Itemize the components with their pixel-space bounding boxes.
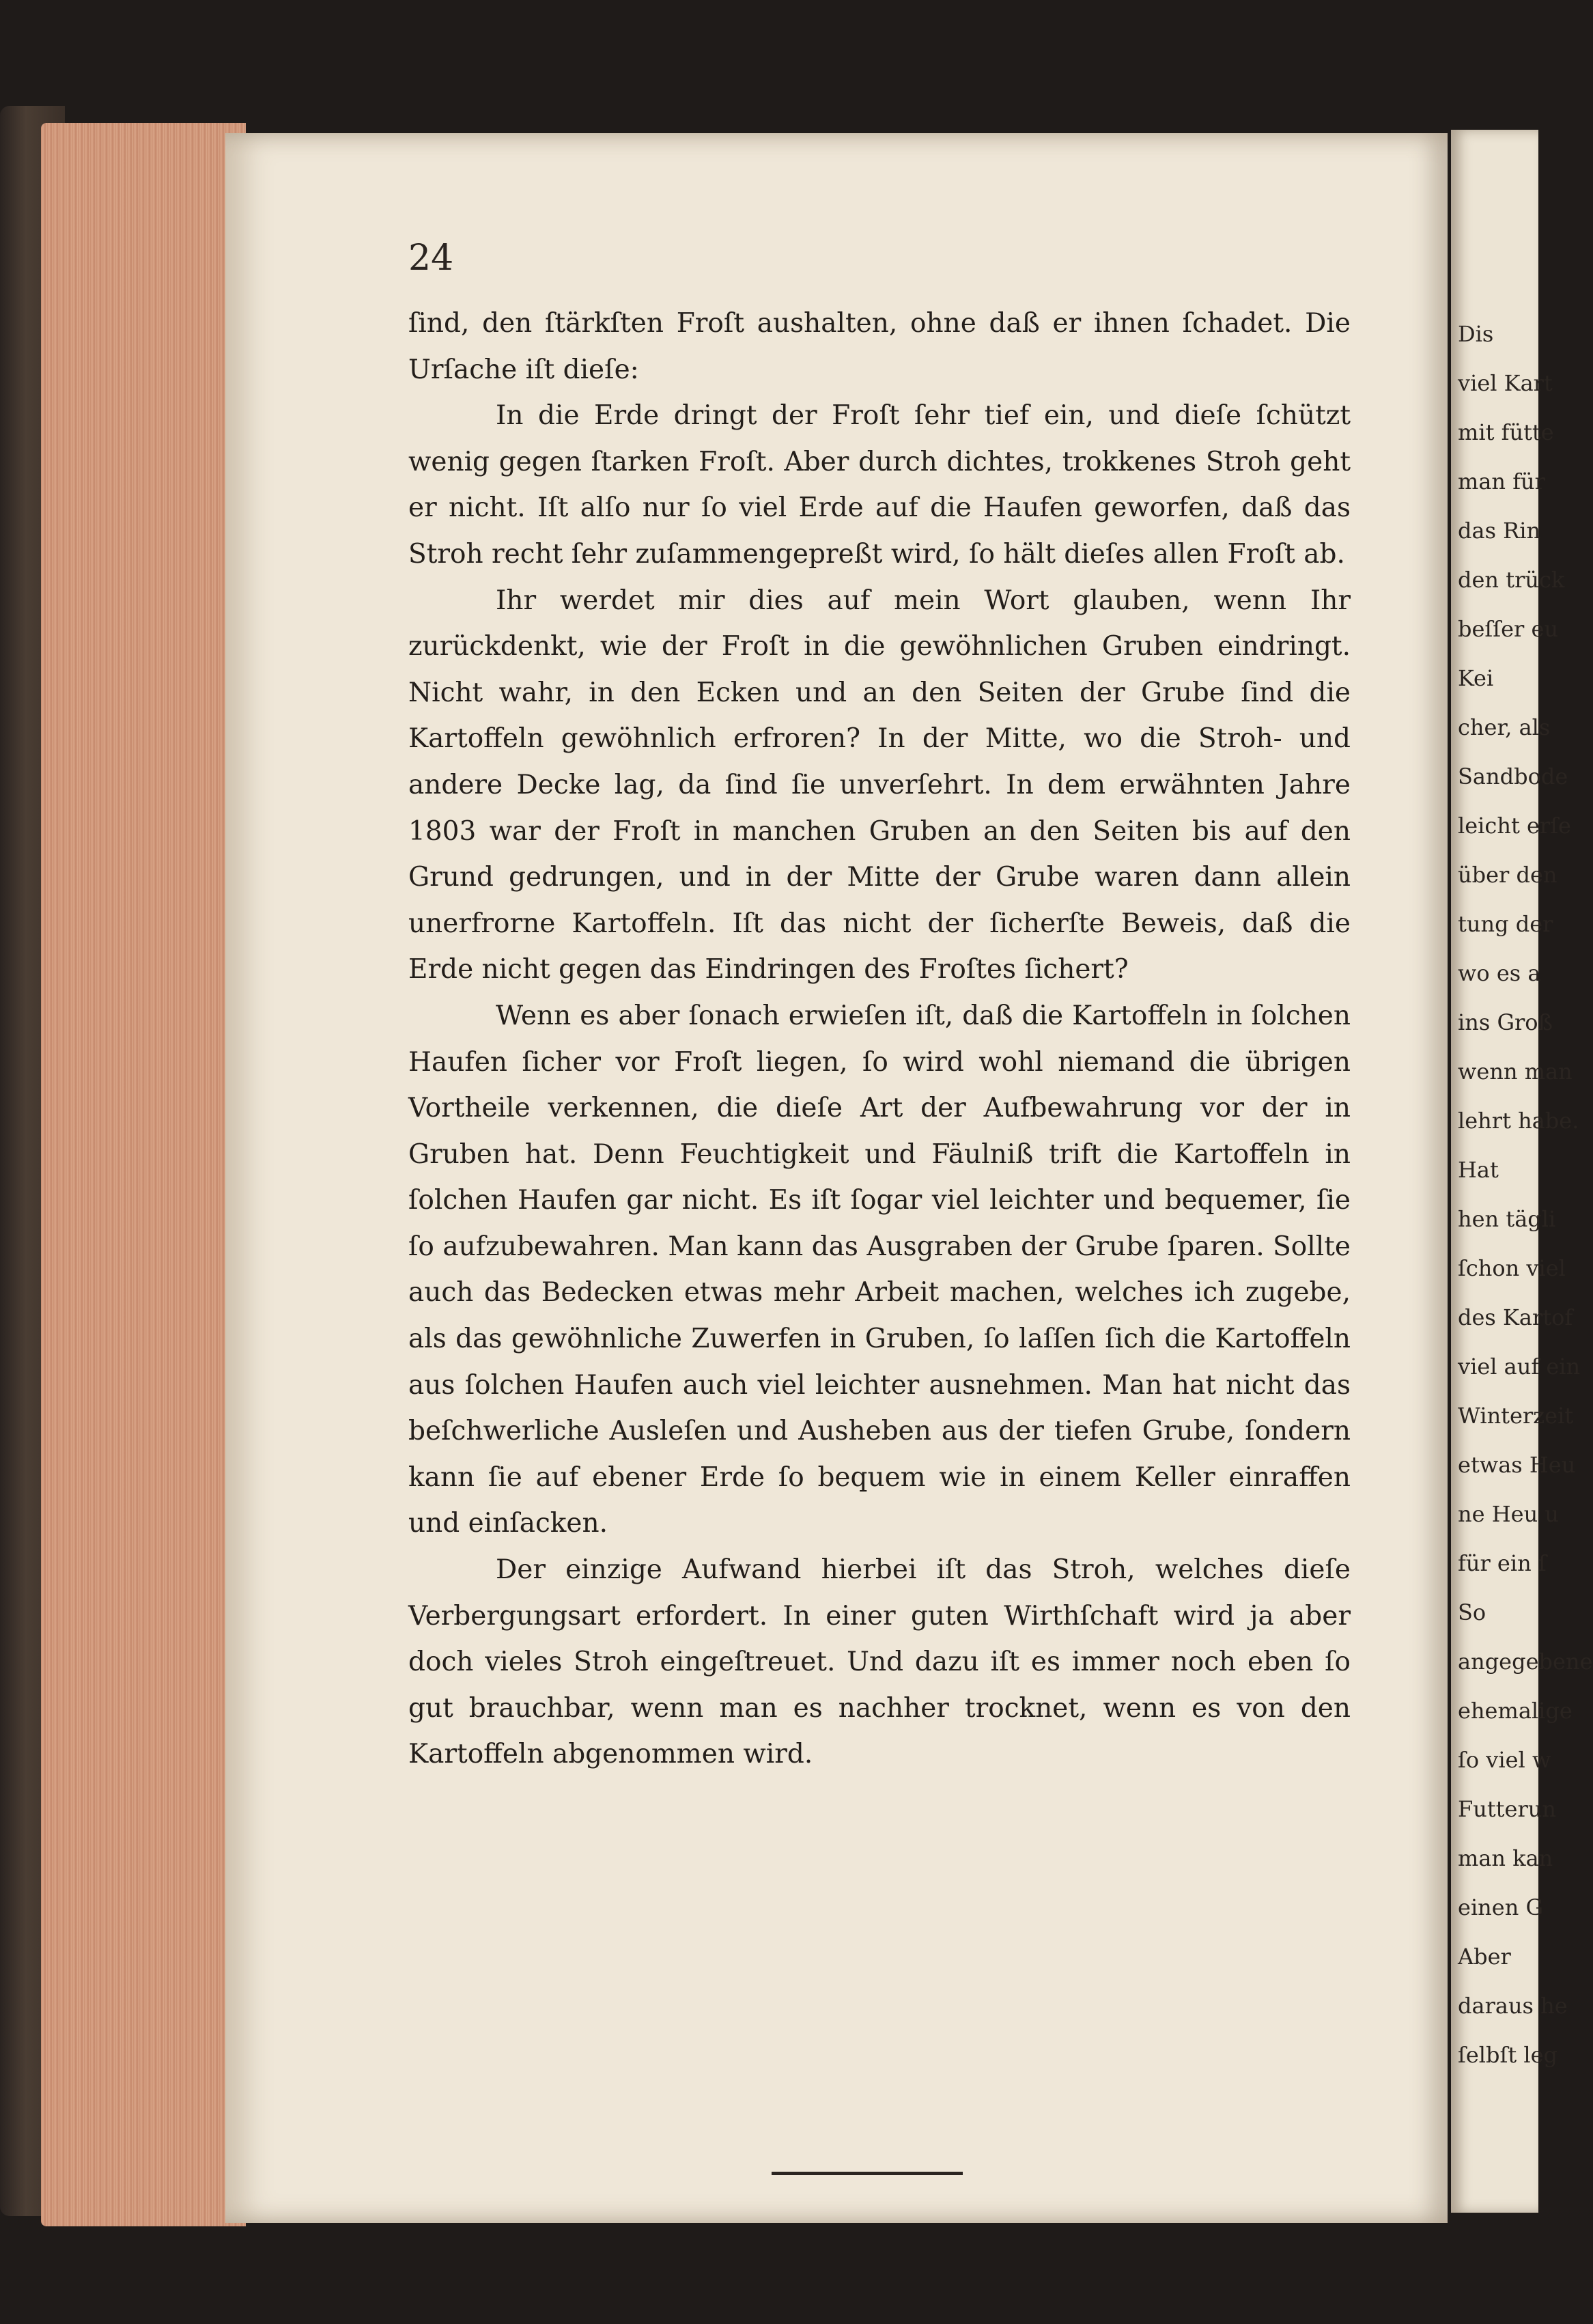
margin-line: das Rin <box>1458 518 1541 544</box>
margin-line: mit fütte <box>1458 419 1554 445</box>
margin-line: ehemalige <box>1458 1698 1573 1724</box>
margin-line: wo es a <box>1458 960 1541 986</box>
margin-line: ſchon viel <box>1458 1255 1566 1281</box>
margin-line: Futterun <box>1458 1796 1556 1822</box>
margin-line: Aber <box>1458 1944 1511 1970</box>
margin-line: ne Heu u <box>1458 1501 1559 1527</box>
margin-line: für ein ſ <box>1458 1550 1547 1576</box>
paragraph-1: ſind, den ſtärkſten Froſt aushalten, ohne daß er ihnen ſchadet. Die Urſache iſt dieſe: <box>408 308 1351 385</box>
margin-line: man für <box>1458 468 1545 494</box>
margin-line: ins Groß <box>1458 1009 1553 1035</box>
margin-line: leicht erſe <box>1458 813 1571 839</box>
margin-line: cher, als <box>1458 714 1551 740</box>
margin-line: Kei <box>1458 665 1494 691</box>
margin-line: ſelbſt leg <box>1458 2042 1558 2068</box>
margin-line: ſo viel w <box>1458 1747 1551 1773</box>
margin-line: Sandbode <box>1458 764 1568 789</box>
margin-line: man kan <box>1458 1845 1553 1871</box>
paragraph-3: Ihr werdet mir dies auf mein Wort glauben, wenn Ihr zurückdenkt, wie der Froſt in die gewöhnlichen Gruben eindringt. Nicht wahr, in den Ecken und an den Seiten der Grube ſind die Kartoffeln gewöhnlich erfroren? In der Mitte, wo die Stroh- und andere Decke lag, da ſind ſie unverſehrt. In dem erwähnten Jahre 1803 war der Froſt in manchen Gruben an den Seiten bis auf den Grund gedrungen, und in der Mitte der Grube waren dann allein unerfrorne Kartoffeln. Iſt das nicht der ſicherſte Beweis, daß die Erde nicht gegen das Eindringen des Froſtes ſichert? <box>408 585 1351 985</box>
margin-line: viel Kart <box>1458 370 1553 396</box>
margin-line: So <box>1458 1599 1486 1625</box>
end-rule <box>772 2172 963 2175</box>
margin-line: einen G <box>1458 1894 1544 1920</box>
margin-line: Hat <box>1458 1157 1499 1183</box>
margin-line: tung der <box>1458 911 1553 937</box>
margin-line: daraus he <box>1458 1993 1568 2019</box>
margin-line: wenn man <box>1458 1059 1573 1084</box>
paragraph-2: In die Erde dringt der Froſt ſehr tief ein, und dieſe ſchützt wenig gegen ſtarken Froſt. Aber durch dichtes, trokkenes Stroh geht er nicht. Iſt alſo nur ſo viel Erde auf die Haufen geworfen, daß das Stroh recht ſehr zuſammengepreßt wird, ſo hält dieſes allen Froſt ab. <box>408 400 1351 570</box>
page-edges <box>41 123 246 2226</box>
margin-line: Dis <box>1458 321 1494 347</box>
margin-line: beſſer eu <box>1458 616 1559 642</box>
margin-line: Winterzeit <box>1458 1403 1574 1429</box>
margin-line: hen tägli <box>1458 1206 1556 1232</box>
paragraph-4: Wenn es aber ſonach erwieſen iſt, daß die Kartoffeln in ſolchen Haufen ſicher vor Froſt liegen, ſo wird wohl niemand die übrigen Vortheile verkennen, die dieſe Art der Aufbewahrung vor der in Gruben hat. Denn Feuchtigkeit und Fäulniß trift die Kartoffeln in ſolchen Haufen gar nicht. Es iſt ſogar viel leichter und bequemer, ſie ſo aufzubewahren. Man kann das Ausgraben der Grube ſparen. Sollte auch das Bedecken etwas mehr Arbeit machen, welches ich zugebe, als das gewöhnliche Zuwerfen in Gruben, ſo laſſen ſich die Kartoffeln aus ſolchen Haufen auch viel leichter ausnehmen. Man hat nicht das beſchwerliche Ausleſen und Ausheben aus der tiefen Grube, ſondern kann ſie auf ebener Erde ſo bequem wie in einem Keller einraffen und einſacken. <box>408 1000 1351 1539</box>
margin-line: viel auf ein <box>1458 1354 1581 1380</box>
page-number: 24 <box>408 238 454 279</box>
margin-line: angegebene <box>1458 1649 1593 1675</box>
margin-line: lehrt habe. <box>1458 1108 1579 1134</box>
margin-line: über den <box>1458 862 1557 888</box>
margin-line: etwas Heu <box>1458 1452 1576 1478</box>
body-text <box>408 300 1351 1778</box>
margin-line: des Kartof <box>1458 1304 1573 1330</box>
margin-line: den trück <box>1458 567 1565 593</box>
paragraph-5: Der einzige Aufwand hierbei iſt das Stroh, welches dieſe Verbergungsart erfordert. In einer guten Wirthſchaft wird ja aber doch vieles Stroh eingeſtreuet. Und dazu iſt es immer noch eben ſo gut brauchbar, wenn man es nachher trocknet, wenn es von den Kartoffeln abgenommen wird. <box>408 1554 1351 1770</box>
